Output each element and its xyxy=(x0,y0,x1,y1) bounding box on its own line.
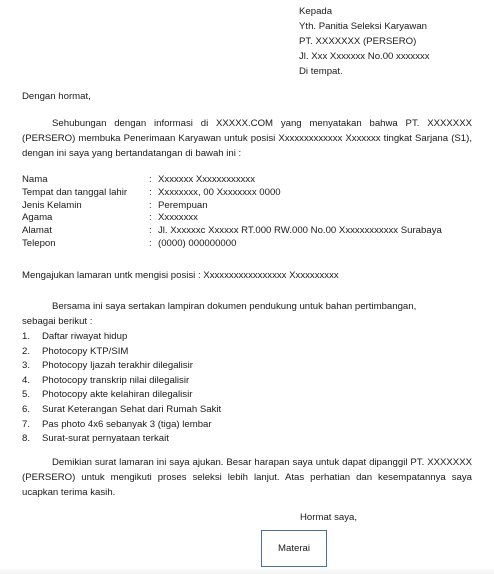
list-number: 4. xyxy=(22,374,31,386)
intro-paragraph xyxy=(22,116,472,161)
list-item xyxy=(22,330,322,345)
identity-row xyxy=(22,187,482,200)
intro-text: Sehubungan dengan informasi di XXXXX.COM yang menyatakan bahwa PT. XXXXXXX (PERSERO) membuka Penerimaan Karyawan untuk posisi Xxxxxxxxxxxxx Xxxxxxx tingkat Sarjana (S1), dengan ini saya yang bertandatangan di bawah ini : xyxy=(22,118,472,159)
identity-row xyxy=(22,212,482,225)
attachments-intro-line2: sebagai berikut : xyxy=(22,316,93,327)
list-text: Surat Keterangan Sehat dari Rumah Sakit xyxy=(42,403,222,415)
recipient-line: Kepada xyxy=(299,6,333,17)
identity-label: Tempat dan tanggal lahir xyxy=(22,186,128,198)
recipient-line: PT. XXXXXXX (PERSERO) xyxy=(299,36,417,47)
identity-label: Telepon xyxy=(22,237,56,249)
list-item xyxy=(22,403,322,418)
list-text: Photocopy akte kelahiran dilegalisir xyxy=(42,389,193,401)
list-text: Photocopy Ijazah terakhir dilegalisir xyxy=(42,360,193,372)
identity-colon: : xyxy=(149,237,152,249)
identity-label: Jenis Kelamin xyxy=(22,199,82,211)
list-number: 8. xyxy=(22,433,31,445)
list-item xyxy=(22,432,322,447)
list-item xyxy=(22,359,322,374)
list-text: Daftar riwayat hidup xyxy=(42,331,128,342)
page-bottom-edge xyxy=(0,567,494,574)
list-number: 7. xyxy=(22,418,31,430)
closing-paragraph xyxy=(22,455,472,500)
stamp-box xyxy=(261,530,327,567)
list-number: 6. xyxy=(22,403,31,415)
identity-row xyxy=(22,238,482,251)
closing-text: Demikian surat lamaran ini saya ajukan. Besar harapan saya untuk dapat dipanggil PT. XXXXXXX (PERSERO) untuk mengikuti proses seleksi lebih lanjut. Atas perhatian dan kesempatannya saya ucapkan terima kasih. xyxy=(22,457,472,498)
identity-colon: : xyxy=(149,199,152,211)
list-number: 1. xyxy=(22,331,31,342)
identity-value: (0000) 000000000 xyxy=(158,237,237,249)
identity-row xyxy=(22,200,482,213)
identity-colon: : xyxy=(149,225,152,237)
list-text: Pas photo 4x6 sebanyak 3 (tiga) lembar xyxy=(42,418,212,430)
identity-value: Xxxxxxxx xyxy=(158,212,198,224)
list-number: 5. xyxy=(22,389,31,401)
application-statement: Mengajukan lamaran untk mengisi posisi : Xxxxxxxxxxxxxxxxx Xxxxxxxxxx xyxy=(22,270,339,281)
list-number: 3. xyxy=(22,360,31,372)
attachments-intro-line1: Bersama ini saya sertakan lampiran dokumen pendukung untuk bahan pertimbangan, xyxy=(52,301,417,312)
attachments-intro xyxy=(22,299,472,329)
list-item xyxy=(22,418,322,433)
list-text: Photocopy KTP/SIM xyxy=(42,345,129,357)
list-item xyxy=(22,388,322,403)
identity-colon: : xyxy=(149,186,152,198)
identity-colon: : xyxy=(149,212,152,224)
recipient-address xyxy=(299,4,430,79)
stamp-label: Materai xyxy=(278,543,310,554)
identity-label: Agama xyxy=(22,212,53,224)
identity-row xyxy=(22,174,482,187)
sign-off: Hormat saya, xyxy=(300,512,358,523)
recipient-line: Di tempat. xyxy=(299,66,343,77)
identity-value: Xxxxxxx Xxxxxxxxxxxx xyxy=(158,174,256,185)
recipient-line: Jl. Xxx Xxxxxxx No.00 xxxxxxx xyxy=(299,51,430,62)
attachment-list xyxy=(22,330,322,447)
list-number: 2. xyxy=(22,345,31,357)
list-text: Photocopy transkrip nilai dilegalisir xyxy=(42,374,190,386)
recipient-line: Yth. Panitia Seleksi Karyawan xyxy=(299,21,427,32)
list-text: Surat-surat pernyataan terkait xyxy=(42,433,169,445)
salutation: Dengan hormat, xyxy=(22,91,91,102)
identity-value: Perempuan xyxy=(158,199,208,211)
identity-label: Alamat xyxy=(22,225,52,237)
identity-label: Nama xyxy=(22,174,48,185)
list-item xyxy=(22,374,322,389)
identity-value: Xxxxxxxx, 00 Xxxxxxxx 0000 xyxy=(158,186,281,198)
identity-value: Jl. Xxxxxxc Xxxxxx RT.000 RW.000 No.00 Xxxxxxxxxxxx Surabaya xyxy=(158,225,442,237)
identity-row xyxy=(22,225,482,238)
list-item xyxy=(22,345,322,360)
identity-colon: : xyxy=(149,174,152,185)
identity-list xyxy=(22,174,482,251)
